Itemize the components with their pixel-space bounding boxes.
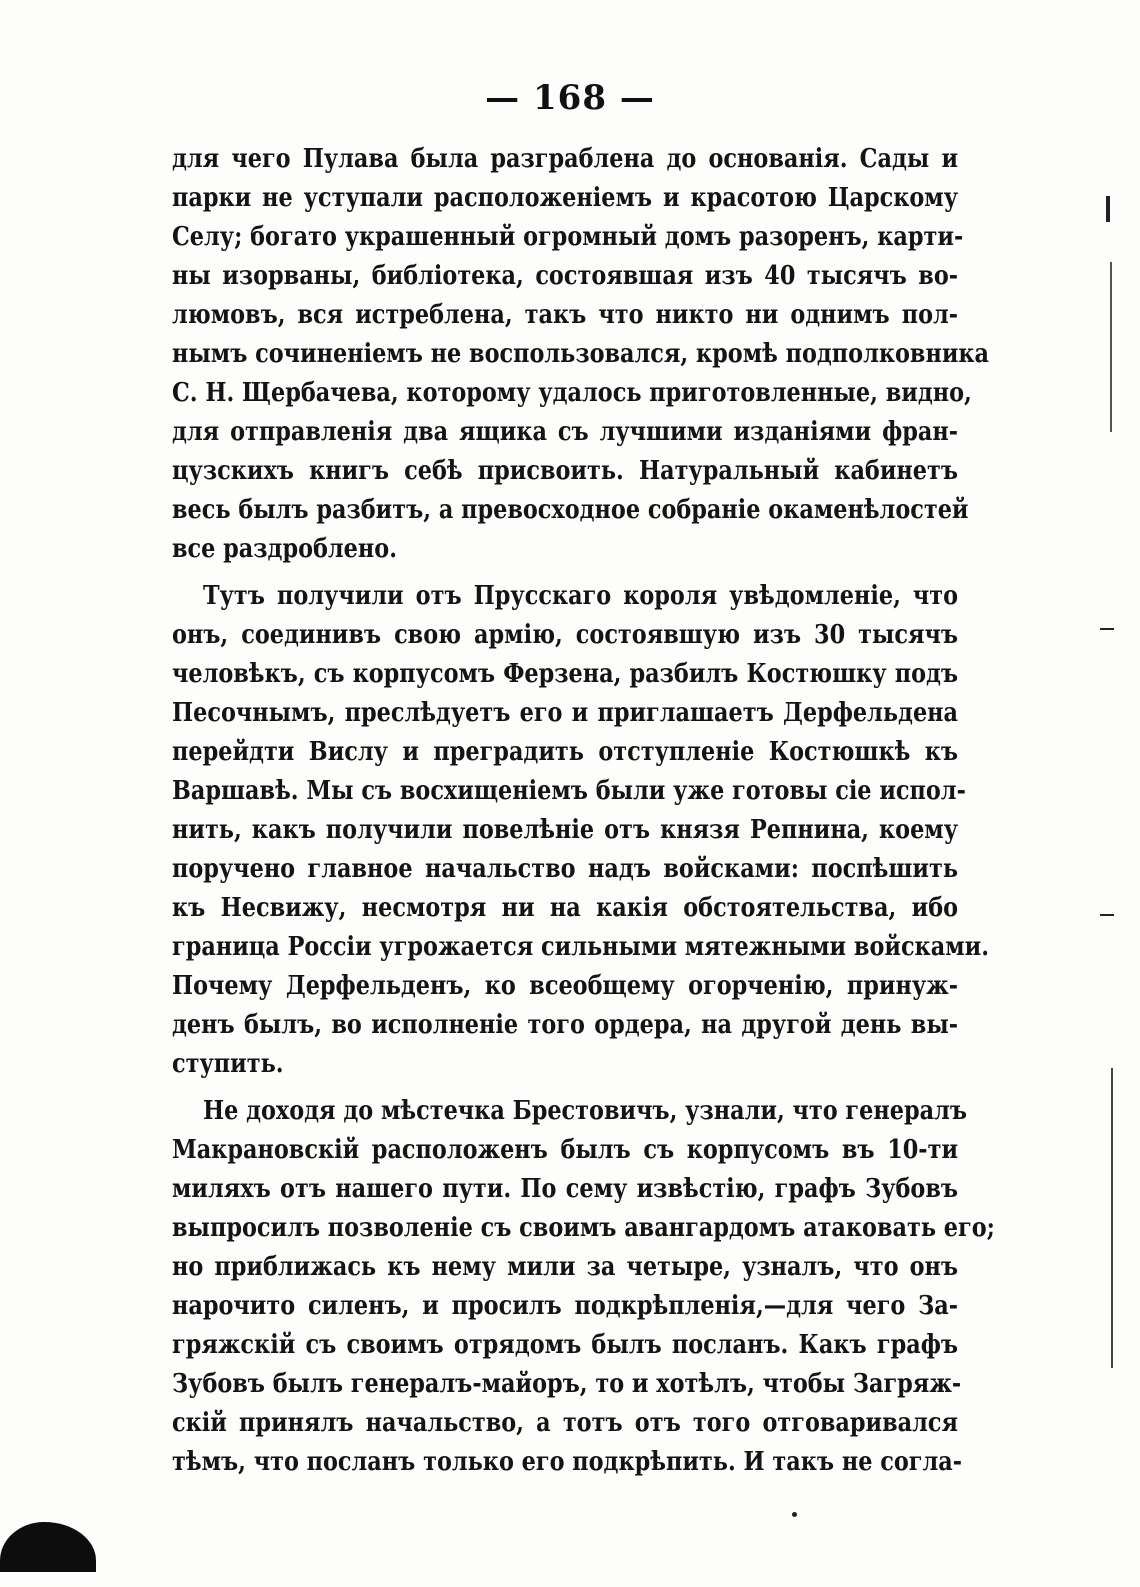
text-line: Варшавѣ. Мы съ восхищеніемъ были уже готовы сіе испол-: [172, 776, 966, 806]
text-line: Зубовъ былъ генералъ-майоръ, то и хотѣлъ, чтобы Загряж-: [172, 1369, 962, 1399]
text-line: человѣкъ, съ корпусомъ Ферзена, разбилъ Костюшку подъ: [172, 659, 959, 689]
text-line: весь былъ разбитъ, а превосходное собраніе окаменѣлостей: [172, 495, 969, 525]
margin-mark: [792, 1512, 797, 1517]
text-line: нить, какъ получили повелѣніе отъ князя Репнина, коему: [172, 815, 959, 845]
margin-mark: [1106, 196, 1110, 222]
text-line: парки не уступали расположеніемъ и красотою Царскому: [172, 183, 959, 213]
paragraph-2: [172, 577, 989, 1084]
text-line: все раздроблено.: [172, 534, 397, 564]
text-line: Макрановскій расположенъ былъ съ корпусомъ въ 10-ти: [172, 1135, 959, 1165]
scan-shadow: [0, 1522, 96, 1572]
text-line: къ Несвижу, несмотря ни на какія обстоятельства, ибо: [172, 893, 959, 923]
text-line: но приближась къ нему мили за четыре, узналъ, что онъ: [172, 1252, 959, 1282]
text-line: поручено главное начальство надъ войсками: поспѣшить: [172, 854, 959, 884]
text-line: гряжскій съ своимъ отрядомъ былъ посланъ. Какъ графъ: [172, 1330, 959, 1360]
text-line: Песочнымъ, преслѣдуетъ его и приглашаетъ Дерфельдена: [172, 698, 959, 728]
paragraph-3: [172, 1092, 995, 1482]
body-text: [172, 140, 995, 1482]
margin-mark: [1111, 1068, 1113, 1368]
text-line: тѣмъ, что посланъ только его подкрѣпить. И такъ не согла-: [172, 1447, 963, 1477]
paragraph-1: [172, 140, 990, 569]
text-line: Селу; богато украшенный огромный домъ разоренъ, карти-: [172, 222, 964, 252]
text-line: для отправленія два ящика съ лучшими изданіями фран-: [172, 417, 959, 447]
text-line: для чего Пулава была разграблена до основанія. Сады и: [172, 144, 959, 174]
text-line: граница Россіи угрожается сильными мятежными войсками.: [172, 932, 989, 962]
text-line: ступить.: [172, 1049, 284, 1079]
text-line: скій принялъ начальство, а тотъ отъ того отговаривался: [172, 1408, 959, 1438]
text-line: Почему Дерфельденъ, ко всеобщему огорченію, принуж-: [172, 971, 959, 1001]
text-line: нымъ сочиненіемъ не воспользовался, кромѣ подполковника: [172, 339, 990, 369]
text-line: ны изорваны, библіотека, состоявшая изъ 40 тысячъ во-: [172, 261, 959, 291]
margin-mark: [1100, 628, 1114, 630]
text-line: цузскихъ книгъ себѣ присвоить. Натуральный кабинетъ: [172, 456, 959, 486]
text-line: миляхъ отъ нашего пути. По сему извѣстію, графъ Зубовъ: [172, 1174, 959, 1204]
text-line: Тутъ получили отъ Прусскаго короля увѣдомленіе, что: [202, 581, 959, 611]
text-line: люмовъ, вся истреблена, такъ что никто ни однимъ пол-: [172, 300, 959, 330]
margin-mark: [1110, 262, 1112, 432]
text-line: перейдти Вислу и преградить отступленіе Костюшкѣ къ: [172, 737, 959, 767]
text-line: денъ былъ, во исполненіе того ордера, на другой день вы-: [172, 1010, 959, 1040]
text-line: онъ, соединивъ свою армію, состоявшую изъ 30 тысячъ: [172, 620, 959, 650]
text-line: выпросилъ позволеніе съ своимъ авангардомъ атаковать его;: [172, 1213, 995, 1243]
text-line: нарочито силенъ, и просилъ подкрѣпленія,—для чего За-: [172, 1291, 959, 1321]
text-line: С. Н. Щербачева, которому удалось приготовленные, видно,: [172, 378, 972, 408]
text-line: Не доходя до мѣстечка Брестовичъ, узнали, что генералъ: [202, 1096, 967, 1126]
page-number: — 168 —: [485, 78, 655, 118]
margin-mark: [1100, 914, 1114, 916]
